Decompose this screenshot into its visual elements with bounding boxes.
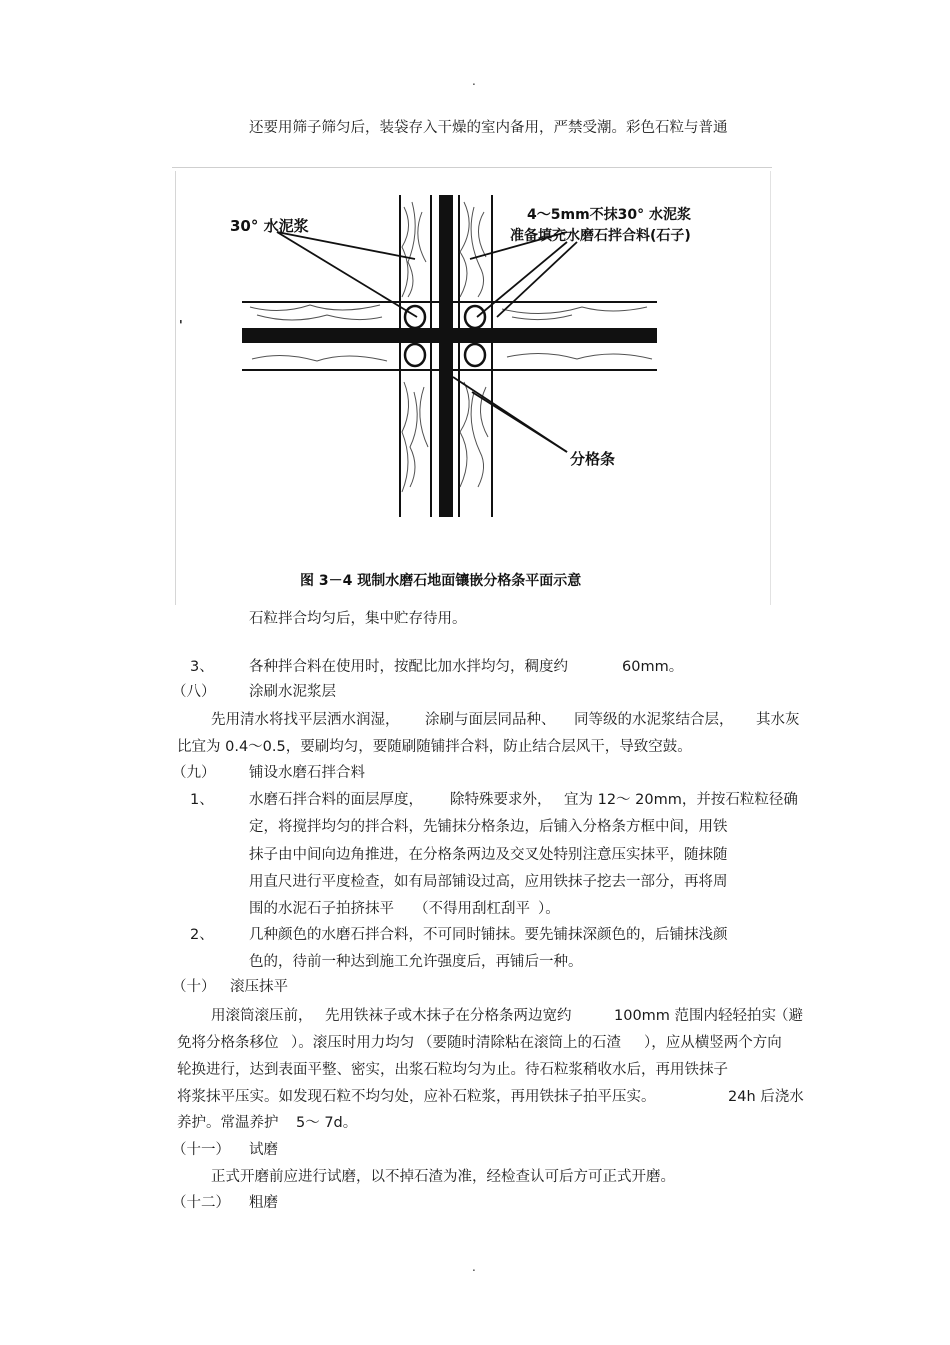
label-gap: 4～5mm不抹30° 水泥浆 bbox=[527, 207, 692, 223]
figure-border-right bbox=[770, 171, 771, 605]
divider-strip-diagram bbox=[172, 167, 772, 605]
vertical-divider-strip bbox=[439, 195, 453, 517]
figure-border-left bbox=[175, 171, 176, 605]
label-fill: 准备填充水磨石拌合料(石子) bbox=[510, 228, 691, 244]
section-number: （八） bbox=[172, 684, 216, 700]
label-divider: 分格条 bbox=[570, 450, 616, 468]
section-title: 粗磨 bbox=[249, 1195, 278, 1211]
body-line: 定，将搅拌均匀的拌合料，先铺抹分格条边，后铺入分格条方框中间，用铁 bbox=[249, 819, 728, 835]
body-line: 100mm 范围内轻轻拍实 bbox=[614, 1008, 777, 1024]
body-line: 免将分格条移位 bbox=[177, 1035, 279, 1051]
figure-caption: 图 3－4 现制水磨石地面镶嵌分格条平面示意 bbox=[300, 573, 582, 589]
section-number: （十二） bbox=[172, 1195, 230, 1211]
body-line: 轮换进行，达到表面平整、密实，出浆石粒均匀为止。待石粒浆稍收水后，再用铁抹子 bbox=[177, 1062, 728, 1078]
item-text: 各种拌合料在使用时，按配比加水拌均匀，稠度约 bbox=[249, 659, 568, 675]
body-line: 比宜为 0.4～0.5，要刷均匀，要随刷随铺拌合料，防止结合层风干，导致空鼓。 bbox=[177, 739, 692, 755]
item-value: 60mm。 bbox=[622, 659, 684, 675]
body-line: 将浆抹平压实。如发现石粒不均匀处，应补石粒浆，再用铁抹子拍平压实。 bbox=[177, 1089, 656, 1105]
figure-border-top bbox=[172, 167, 772, 168]
body-line: 养护。常温养护 bbox=[177, 1115, 279, 1131]
body-line: （不得用刮杠刮平 bbox=[414, 901, 530, 917]
label-cement-slurry: 30° 水泥浆 bbox=[230, 217, 309, 235]
item-number: 3、 bbox=[190, 659, 214, 675]
section-number: （十一） bbox=[172, 1142, 230, 1158]
horizontal-divider-strip bbox=[242, 328, 657, 343]
figure-plan-view bbox=[172, 167, 772, 605]
header-dot: . bbox=[472, 74, 476, 88]
body-line: ）。滚压时用力均匀 bbox=[291, 1035, 415, 1051]
body-line: 先用铁袜子或木抹子在分格条两边宽约 bbox=[325, 1008, 572, 1024]
body-line: ）。 bbox=[538, 901, 560, 917]
body-line: 水磨石拌合料的面层厚度， bbox=[249, 792, 423, 808]
item-number: 2、 bbox=[190, 927, 214, 943]
side-mark: ' bbox=[179, 318, 183, 332]
body-line: （避 bbox=[774, 1008, 803, 1024]
body-line: 正式开磨前应进行试磨，以不掉石渣为准，经检查认可后方可正式开磨。 bbox=[211, 1169, 675, 1185]
body-line: 抹子由中间向边角推进，在分格条两边及交叉处特别注意压实抹平，随抹随 bbox=[249, 847, 728, 863]
body-line: （要随时清除粘在滚筒上的石渣 bbox=[418, 1035, 621, 1051]
section-title: 涂刷水泥浆层 bbox=[249, 684, 336, 700]
body-line: 先用清水将找平层洒水润湿， bbox=[211, 712, 400, 728]
section-number: （九） bbox=[172, 765, 216, 781]
body-line: 5～ 7d。 bbox=[296, 1115, 358, 1131]
body-line: ），应从横竖两个方向 bbox=[644, 1035, 782, 1051]
section-number: （十） bbox=[172, 979, 216, 995]
body-line: 同等级的水泥浆结合层， bbox=[574, 712, 734, 728]
body-line: 宜为 12～ 20mm，并按石粒粒径确 bbox=[564, 792, 798, 808]
item-number: 1、 bbox=[190, 792, 214, 808]
body-line: 其水灰 bbox=[756, 712, 800, 728]
body-line: 用滚筒滚压前， bbox=[211, 1008, 313, 1024]
footer-dot: . bbox=[472, 1260, 476, 1274]
body-line: 几种颜色的水磨石拌合料，不可同时铺抹。要先铺抹深颜色的，后铺抹浅颜 bbox=[249, 927, 728, 943]
section-title: 滚压抹平 bbox=[230, 979, 288, 995]
body-line: 石粒拌合均匀后，集中贮存待用。 bbox=[249, 611, 467, 627]
body-line: 用直尺进行平度检查，如有局部铺设过高，应用铁抹子挖去一部分，再将周 bbox=[249, 874, 728, 890]
body-line: 涂刷与面层同品种、 bbox=[425, 712, 556, 728]
body-line: 围的水泥石子拍挤抹平 bbox=[249, 901, 394, 917]
body-line: 色的，待前一种达到施工允许强度后，再铺后一种。 bbox=[249, 954, 583, 970]
section-title: 铺设水磨石拌合料 bbox=[249, 765, 365, 781]
body-line: 除特殊要求外， bbox=[450, 792, 552, 808]
section-title: 试磨 bbox=[249, 1142, 278, 1158]
body-line: 24h 后浇水 bbox=[728, 1089, 804, 1105]
body-line: 还要用筛子筛匀后，装袋存入干燥的室内备用，严禁受潮。彩色石粒与普通 bbox=[249, 120, 728, 136]
